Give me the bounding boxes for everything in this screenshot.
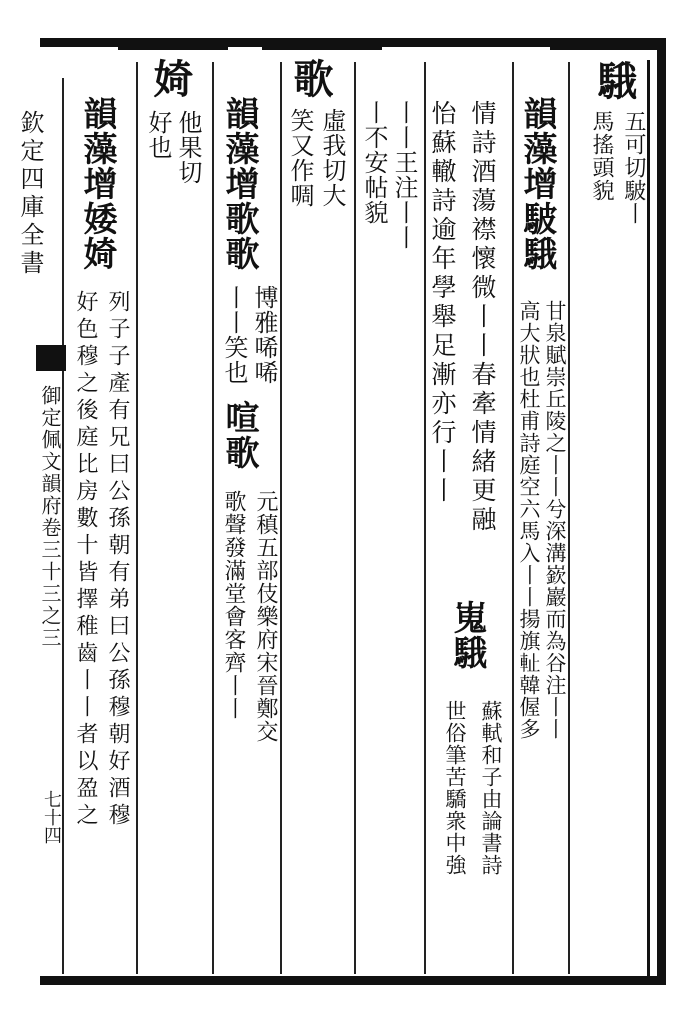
page-border-bottom [40,976,666,985]
annotation-line: 虛我切大 [318,108,346,208]
headword: 歌 [287,58,334,99]
annotation-line: 笑又作啁 [286,108,314,208]
book-title: 欽定四庫全書 [16,110,44,278]
header-tab [550,38,662,50]
column-rule [424,62,426,974]
section-title: 御定佩文韻府卷三十三之三 [38,385,62,649]
entry-heading: 韻藻增駊騀 [517,96,557,271]
header-tab [118,38,228,50]
entry-text: 丨丨笑也 [220,285,248,385]
annotation-line: 好也 [144,110,172,160]
entry-text: 丨丨王注丨丨 [390,100,418,250]
entry-text: 怡蘇轍詩逾年學舉足漸亦行丨丨 [428,100,457,506]
entry-heading: 喧歌 [219,400,259,470]
column-rule [568,62,570,974]
entry-text: 博雅唏唏 [250,285,278,385]
column-rule [212,62,214,974]
entry-heading: 嵬騀 [447,600,487,670]
page-border [40,38,666,980]
entry-text: 蘇軾和子由論書詩 [479,700,503,876]
fishtail-mark [36,345,66,371]
entry-text: 情詩酒蕩襟懷微丨丨春牽情緒更融 [468,100,497,535]
page-number: 七十四 [41,790,62,844]
headword: 婍 [147,58,194,99]
annotation-line: 他果切 [174,110,202,185]
entry-text: 元稹五部伎樂府宋晉鄭交 [253,490,278,743]
annotation-line: 五可切駊丨 [621,110,646,225]
entry-text: 歌聲發滿堂會客齊丨丨 [221,490,246,720]
column-rule [280,62,282,974]
entry-text: 高大狀也杜甫詩庭空六馬入丨丨揚旗𨊺韓偓多 [517,300,541,740]
column-rule [62,78,64,974]
annotation-line: 馬搖頭貌 [589,110,614,202]
page-border-inner [647,60,650,978]
column-rule [136,62,138,974]
entry-text: 世俗筆苦驕衆中強 [443,700,467,876]
column-rule [354,62,356,974]
entry-heading: 韻藻增歌歌 [219,96,259,271]
entry-text: 丨不安帖貌 [360,100,388,225]
header-tab [262,38,382,50]
headword: 騀 [591,60,638,101]
column-rule [512,62,514,974]
entry-text: 好色穆之後庭比房數十皆擇稚齒丨丨者以盈之 [73,290,98,830]
entry-text: 甘泉賦崇丘陵之丨丨兮深溝嶔巖而為谷注丨丨 [543,300,567,740]
entry-text: 列子子產有兄曰公孫朝有弟曰公孫穆朝好酒穆 [105,290,130,830]
entry-heading: 韻藻增婑婍 [77,96,117,271]
